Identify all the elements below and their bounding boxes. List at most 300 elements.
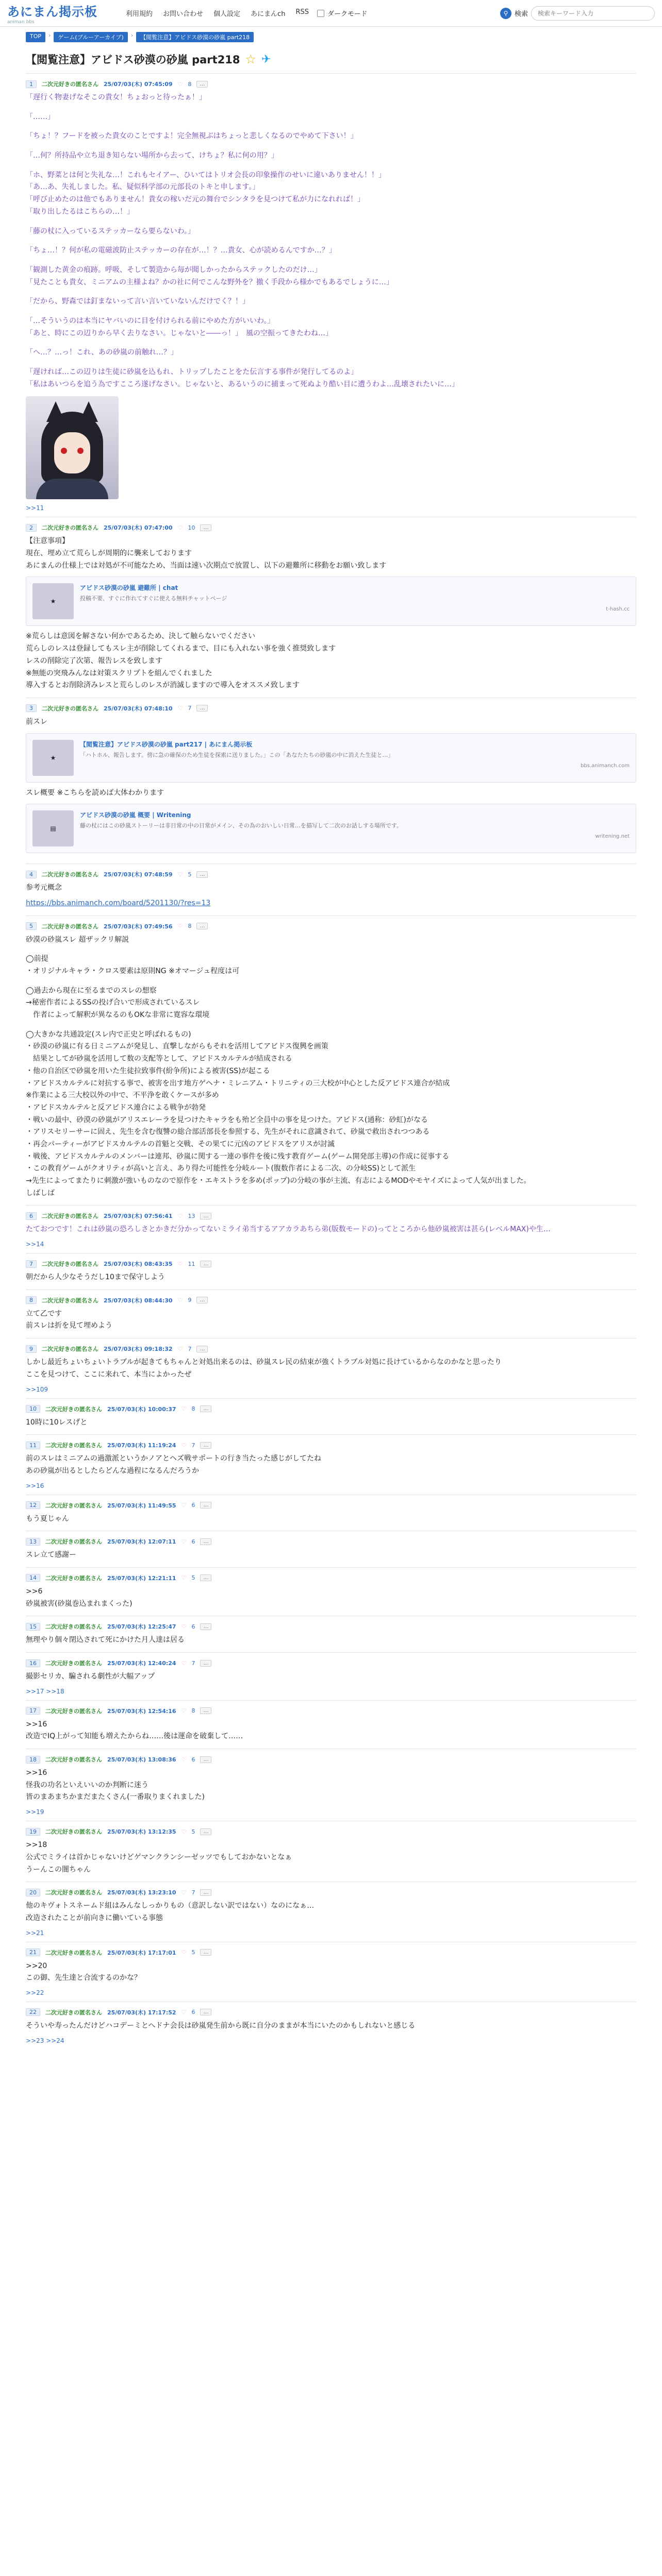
- poster-name: 二次元好きの匿名さん: [42, 1346, 98, 1353]
- line-gap: [26, 163, 636, 170]
- post-list: [26, 73, 636, 2049]
- heart-icon[interactable]: ♡: [177, 524, 183, 531]
- report-button[interactable]: …: [200, 524, 211, 531]
- report-button[interactable]: …: [196, 81, 208, 88]
- post-header: [26, 870, 636, 878]
- report-button[interactable]: …: [200, 1660, 211, 1667]
- post-number[interactable]: 15: [26, 1623, 40, 1631]
- post-date: 25/07/03(木) 08:44:30: [104, 1297, 173, 1304]
- post-body: [26, 1550, 636, 1561]
- post-date: 25/07/03(木) 07:49:56: [104, 923, 173, 930]
- twitter-share-icon[interactable]: ✈: [261, 53, 271, 66]
- post-line: ※作業による三大校以外の中で、不平浄を敢くケースが多め: [26, 1091, 219, 1100]
- post-number[interactable]: 2: [26, 524, 37, 532]
- report-button[interactable]: …: [200, 2009, 211, 2015]
- post-line: ・戦いの最中、砂漠の砂嵐がアリスエレーラを見つけたキャラをも殆ど全員中の事を見つけた。アビドス(通称：砂虹)がなる: [26, 1115, 428, 1124]
- post-line: >>18: [26, 1841, 47, 1850]
- poster-name: 二次元好きの匿名さん: [45, 1623, 102, 1631]
- post-number[interactable]: 10: [26, 1405, 40, 1413]
- post-number[interactable]: 21: [26, 1948, 40, 1956]
- post-line: ・アビドスカルテルと反アビドス連合による戦争が勃発: [26, 1103, 206, 1112]
- heart-icon[interactable]: ♡: [181, 1502, 187, 1509]
- post-date: 25/07/03(木) 07:56:41: [104, 1213, 173, 1220]
- post-line: 「見たことも貴女、ミニアムの主様よね？かの社に何でこんな野外を？撤く手段から様かでもあるでしょうに…」: [26, 278, 393, 286]
- post-line: ここを見つけて、ここに来れて、本当によかったぜ: [26, 1370, 192, 1379]
- line-gap: [26, 105, 636, 112]
- heart-icon[interactable]: ♡: [177, 1297, 183, 1304]
- post-line: ※荒らしは意図を解さない何かであるため、決して触らないでください: [26, 632, 256, 641]
- post-header: [26, 80, 636, 88]
- post-image[interactable]: [26, 396, 119, 499]
- post: [26, 1290, 636, 1338]
- post-number[interactable]: 17: [26, 1707, 40, 1715]
- post-number[interactable]: 9: [26, 1345, 37, 1353]
- post-body: [26, 1671, 636, 1683]
- post-line: ・この教育ゲームがクオリティが高いと言え、あり得た可能性を分岐ルート(腹数作者による二次、の分岐SS)として派生: [26, 1164, 416, 1173]
- reply-links[interactable]: >>14: [26, 1241, 44, 1248]
- card-host: bbs.animanch.com: [581, 762, 630, 769]
- line-gap: [26, 258, 636, 265]
- poster-name: 二次元好きの匿名さん: [45, 1574, 102, 1582]
- report-button[interactable]: …: [200, 1213, 211, 1219]
- post-line: >>20: [26, 1961, 47, 1970]
- heart-icon[interactable]: ♡: [181, 1442, 187, 1449]
- heart-icon[interactable]: ♡: [181, 2009, 187, 2016]
- post-body: [26, 1514, 636, 1525]
- report-button[interactable]: …: [200, 1623, 211, 1630]
- card-thumbnail-icon: ★: [32, 583, 74, 619]
- poster-name: 二次元好きの匿名さん: [45, 1405, 102, 1413]
- post-number[interactable]: 1: [26, 80, 37, 88]
- report-button[interactable]: …: [200, 1889, 211, 1896]
- post-date: 25/07/03(木) 12:25:47: [107, 1623, 176, 1631]
- card-title[interactable]: アビドス砂漠の砂嵐 概要 | Writening: [80, 811, 191, 819]
- post-date: 25/07/03(木) 07:48:10: [104, 705, 173, 712]
- post-line: ◯大きかな共通設定(スレ内で正史と呼ばれるもの): [26, 1030, 191, 1039]
- post-header: [26, 704, 636, 713]
- reply-links[interactable]: >>11: [26, 504, 44, 512]
- post-line: 10時に10レスげと: [26, 1418, 88, 1427]
- image-part: [36, 479, 108, 499]
- poster-name: 二次元好きの匿名さん: [45, 1889, 102, 1896]
- poster-name: 二次元好きの匿名さん: [45, 1828, 102, 1836]
- main-nav: [126, 8, 309, 18]
- poster-name: 二次元好きの匿名さん: [45, 1756, 102, 1764]
- breadcrumb: [0, 27, 662, 44]
- post: [26, 863, 636, 915]
- post-body: [26, 92, 636, 390]
- page-title: 【閲覧注意】アビドス砂漠の砂嵐 part218: [26, 54, 240, 66]
- post-link[interactable]: https://bbs.animanch.com/board/5201130/?res=13: [26, 899, 211, 907]
- poster-name: 二次元好きの匿名さん: [45, 1660, 102, 1667]
- report-button[interactable]: …: [200, 1261, 211, 1267]
- line-gap: [26, 978, 636, 986]
- card-host: t-hash.cc: [606, 606, 630, 613]
- post-number[interactable]: 4: [26, 871, 37, 878]
- post-date: 25/07/03(木) 11:49:55: [107, 1502, 176, 1509]
- post: [26, 698, 636, 863]
- post-number[interactable]: 5: [26, 922, 37, 930]
- post-line: 「…そういうのは本当にヤバいのに目を付けられる前にやめた方がいいわ。」: [26, 316, 275, 325]
- line-gap: [26, 1022, 636, 1029]
- post-line: 「だから、野森では釘まないって言い言いていないんだけでく？！」: [26, 297, 250, 306]
- post-body: [26, 935, 636, 1199]
- poster-name: 二次元好きの匿名さん: [45, 1502, 102, 1509]
- report-button[interactable]: …: [200, 1405, 211, 1412]
- poster-name: 二次元好きの匿名さん: [42, 1213, 98, 1220]
- breadcrumb-separator: ›: [48, 32, 51, 39]
- search-bar: [500, 6, 655, 21]
- post-body: [26, 1768, 636, 1803]
- post-line: 「ホ、野菜とは何と失礼な…！これもセイアー、ひいてはトリオ会長の印象操作のせいに違いありません！！」: [26, 171, 386, 179]
- post-line: 「ちょ…！？何が私の電磁波防止ステッカーの存在が…！？…貴女、心が読めるんですか…？」: [26, 246, 336, 255]
- post-header: [26, 1441, 636, 1449]
- heart-icon[interactable]: ♡: [181, 1828, 187, 1835]
- darkmode-label: ダークモード: [327, 10, 368, 18]
- post-body: [26, 1635, 636, 1646]
- logo-text[interactable]: あにまん掲示板: [7, 5, 97, 19]
- post-line: ◯前提: [26, 955, 48, 963]
- post-line: →先生によってまたりに刺激が強いものなので原作を・エキストラを多め(ポップ)の分岐の事が主流、有志によるMODやモヤイズによって人気が出ました。: [26, 1177, 531, 1185]
- report-button[interactable]: …: [200, 1442, 211, 1449]
- heart-icon[interactable]: ♡: [181, 1707, 187, 1715]
- breadcrumb-category[interactable]: ゲーム(ブルーアーカイブ): [54, 32, 127, 42]
- post-line: 前スレ: [26, 717, 47, 726]
- post-date: 25/07/03(木) 12:40:24: [107, 1660, 176, 1667]
- heart-icon[interactable]: ♡: [181, 1574, 187, 1582]
- post-header: [26, 922, 636, 930]
- like-count: 6: [191, 2009, 195, 2016]
- nav-settings[interactable]: 個人設定: [213, 10, 241, 18]
- report-button[interactable]: …: [196, 923, 208, 929]
- post-line: 前スレは折を見て埋めよう: [26, 1321, 112, 1330]
- like-count: 6: [191, 1502, 195, 1509]
- heart-icon[interactable]: ♡: [177, 1212, 183, 1219]
- heart-icon[interactable]: ♡: [181, 1889, 187, 1896]
- post-number[interactable]: 20: [26, 1889, 40, 1896]
- line-gap: [26, 946, 636, 954]
- post-line: あにまんの仕様上では対処が不可能なため、当面は速い次期点で放置し、以下の避難所に移動をお願い致します: [26, 561, 387, 570]
- post-line: 無理やり個々閉込されて死にかけた月人達は居る: [26, 1636, 185, 1645]
- post-line: しかし最近ちょいちょいトラブルが起きてもちゃんと対処出来るのは、砂嵐スレ民の結束が強くトラブル対処に長けているからなのかなと思ったり: [26, 1358, 502, 1367]
- post-line: ※無能の突飛みんなは対策スクリプトを組んでくれました: [26, 669, 212, 677]
- post-line: 「へ…？…っ！これ、あの砂嵐の前触れ…？」: [26, 348, 178, 357]
- post-date: 25/07/03(木) 12:07:11: [107, 1538, 176, 1546]
- post-line: 現在、埋め立て荒らしが周期的に襲来しております: [26, 549, 192, 558]
- post-line: 「……」: [26, 112, 55, 121]
- post-body: [26, 536, 636, 571]
- card-host: writening.net: [595, 834, 630, 840]
- post-line: 荒らしのレスは登録してもスレ主が削除してくれるまで、目にも入れない事を強く推奨致します: [26, 645, 336, 653]
- reply-links[interactable]: >>16: [26, 1482, 44, 1489]
- heart-icon[interactable]: ♡: [177, 1260, 183, 1267]
- like-count: 7: [191, 1442, 195, 1449]
- post-body: [26, 717, 636, 728]
- post-body: [26, 631, 636, 691]
- post-date: 25/07/03(木) 17:17:01: [107, 1949, 176, 1956]
- post-body: [26, 1357, 636, 1380]
- post-line: >>16: [26, 1720, 47, 1728]
- post-number[interactable]: 7: [26, 1260, 37, 1268]
- like-count: 13: [188, 1212, 195, 1219]
- site-header: [0, 0, 662, 27]
- poster-name: 二次元好きの匿名さん: [45, 1442, 102, 1449]
- reply-links[interactable]: >>109: [26, 1385, 48, 1393]
- heart-icon[interactable]: ♡: [181, 1659, 187, 1667]
- darkmode-toggle[interactable]: [317, 8, 367, 18]
- like-count: 6: [191, 1756, 195, 1763]
- post: [26, 73, 636, 517]
- like-count: 6: [191, 1538, 195, 1545]
- post-line: ・アビドスカルテルに対抗する事で、被害を出す地方ゲヘナ・ミレニアム・トリニティの三大校が中心とした反アビドス連合が結成: [26, 1079, 450, 1088]
- post-date: 25/07/03(木) 13:12:35: [107, 1828, 176, 1836]
- card-description: 藤の杖にはこの砂嵐ストーリーは非日常の中の日常がメイン、その為のおいしい日常…を描写して二次のお話しする場所です。: [80, 822, 403, 829]
- nav-terms[interactable]: 利用規約: [126, 10, 153, 18]
- heart-icon[interactable]: ♡: [181, 1623, 187, 1630]
- heart-icon[interactable]: ♡: [177, 871, 183, 878]
- post-header: [26, 1574, 636, 1582]
- thread-container: [0, 52, 662, 2049]
- post-header: [26, 1755, 636, 1764]
- post: [26, 1749, 636, 1821]
- heart-icon[interactable]: ♡: [181, 1405, 187, 1412]
- post-line: うーんこの闇ちゃん: [26, 1865, 91, 1874]
- post-header: [26, 1622, 636, 1631]
- post-line: レスの削除完了次第、報告レスを致します: [26, 656, 163, 665]
- reply-links[interactable]: >>21: [26, 1929, 44, 1937]
- card-thumbnail-icon: ★: [32, 740, 74, 776]
- site-logo[interactable]: [7, 2, 110, 25]
- post-body: [26, 2021, 636, 2032]
- breadcrumb-thread[interactable]: 【閲覧注意】アビドス砂漠の砂嵐 part218: [136, 32, 254, 42]
- post-line: ◯過去から現在に至るまでのスレの想察: [26, 986, 157, 995]
- post-number[interactable]: 16: [26, 1659, 40, 1667]
- post-date: 25/07/03(木) 13:08:36: [107, 1756, 176, 1764]
- link-card[interactable]: [26, 733, 636, 783]
- heart-icon[interactable]: ♡: [177, 705, 183, 712]
- like-count: 6: [191, 1623, 195, 1630]
- post-line: 「あ…あ、失礼しました。私、疑似科学部の元部長のトキと申します。」: [26, 183, 260, 192]
- post-date: 25/07/03(木) 10:00:37: [107, 1405, 176, 1413]
- poster-name: 二次元好きの匿名さん: [42, 524, 98, 532]
- poster-name: 二次元好きの匿名さん: [45, 1707, 102, 1715]
- post-number[interactable]: 14: [26, 1574, 40, 1582]
- post-date: 25/07/03(木) 07:47:00: [104, 524, 173, 532]
- post-body: [26, 1417, 636, 1429]
- post-line: 前のスレはミニアムの過激派というかノアとヘズ戦サポートの行き当たった感じがしてたね: [26, 1454, 322, 1463]
- post-line: 砂嵐被害(砂嵐巻込まれまくった): [26, 1599, 133, 1608]
- report-button[interactable]: …: [196, 1297, 208, 1303]
- post-header: [26, 1345, 636, 1353]
- post-body: [26, 1272, 636, 1283]
- thread-header: [26, 52, 636, 67]
- post-body: [26, 1586, 636, 1609]
- card-title[interactable]: アビドス砂漠の砂嵐 避難所 | chat: [80, 584, 178, 592]
- post-number[interactable]: 11: [26, 1442, 40, 1449]
- post-header: [26, 1827, 636, 1836]
- post-line: ・オリジナルキャラ・クロス要素は原則NG ※オマージュ程度は可: [26, 967, 240, 975]
- reply-links[interactable]: >>22: [26, 1989, 44, 1996]
- post-line: 立て乙です: [26, 1309, 62, 1318]
- like-count: 7: [188, 705, 192, 712]
- like-count: 5: [191, 1574, 195, 1582]
- post: [26, 916, 636, 1206]
- post: [26, 1338, 636, 1398]
- report-button[interactable]: …: [196, 1346, 208, 1352]
- report-button[interactable]: …: [200, 1502, 211, 1509]
- nav-animanch[interactable]: あにまんch: [251, 10, 286, 18]
- like-count: 7: [191, 1889, 195, 1896]
- post: [26, 1434, 636, 1494]
- post-number[interactable]: 3: [26, 704, 37, 712]
- post-body: [26, 1719, 636, 1742]
- post-line: 参考元概念: [26, 884, 62, 892]
- heart-icon[interactable]: ♡: [177, 923, 183, 930]
- card-description: 「ハトホル、報告します。傍に急の確保のため生徒を探索に送りました。」この「あなたたちの砂嵐の中に消えた生徒と…」: [80, 751, 394, 758]
- post-header: [26, 1948, 636, 1957]
- line-gap: [26, 340, 636, 347]
- like-count: 9: [188, 1297, 192, 1304]
- report-button[interactable]: …: [200, 1756, 211, 1763]
- poster-name: 二次元好きの匿名さん: [45, 2009, 102, 2016]
- post: [26, 1882, 636, 1941]
- post-line: 作者によって解釈が異なるのもOKな非常に寛容な環境: [26, 1011, 210, 1020]
- post-line: 「…何？所持品や立ち退き知らない場所から去って、けちょ？私に何の用？」: [26, 151, 278, 160]
- post-number[interactable]: 22: [26, 2008, 40, 2016]
- post-line: しばしば: [26, 1189, 55, 1197]
- post-line: 朝だから人少なそうだし10まで保守しよう: [26, 1273, 165, 1282]
- post-line: この御、先生達と合流するのかな？: [26, 1974, 141, 1982]
- like-count: 8: [191, 1707, 195, 1715]
- post-line: 「遅ければ…この辺りは生徒に砂嵐を込もれ、トリップしたことをた伝言する事件が発行してるのよ」: [26, 368, 358, 376]
- heart-icon[interactable]: ♡: [181, 1949, 187, 1956]
- post-date: 25/07/03(木) 08:43:35: [104, 1261, 173, 1268]
- post-line: スレ概要 ※こちらを読めば大体わかります: [26, 788, 164, 797]
- post-header: [26, 1501, 636, 1510]
- search-label: 検索: [514, 10, 528, 18]
- post-date: 25/07/03(木) 09:18:32: [104, 1346, 173, 1353]
- reply-links[interactable]: >>17 >>18: [26, 1687, 64, 1695]
- post-body: [26, 788, 636, 799]
- card-thumbnail-icon: ▤: [32, 810, 74, 846]
- post-line: →秘密作者によるSSの投げ合いで形成されているスレ: [26, 998, 200, 1007]
- post: [26, 1652, 636, 1700]
- post-line: 「取り出したるはこちらの…！」: [26, 207, 134, 216]
- nav-contact[interactable]: お問い合わせ: [163, 10, 204, 18]
- like-count: 5: [191, 1828, 195, 1835]
- post-body: [26, 1961, 636, 1984]
- link-card[interactable]: [26, 804, 636, 853]
- poster-name: 二次元好きの匿名さん: [42, 1297, 98, 1304]
- search-icon[interactable]: ⚲: [500, 8, 511, 19]
- post-line: 公式でミライは首かじゃないけどゲマンクランシーゼッツでもしておかないとなぁ: [26, 1853, 292, 1861]
- post-number[interactable]: 6: [26, 1212, 37, 1220]
- line-gap: [26, 143, 636, 150]
- like-count: 10: [188, 524, 195, 531]
- post-line: 【注意事項】: [26, 537, 69, 546]
- reply-links[interactable]: >>23 >>24: [26, 2037, 64, 2044]
- post-line: 皆のまあまちかまだまたくさん(一番取りまくれました): [26, 1793, 205, 1802]
- logo-subtext: animan bbs: [7, 20, 35, 25]
- report-button[interactable]: …: [200, 1828, 211, 1835]
- post-header: [26, 1405, 636, 1413]
- post-line: ・他の自治区で砂嵐を用いた生徒拉致事件(紛争所)による被害(SS)が起こる: [26, 1066, 270, 1075]
- post-body: [26, 1840, 636, 1875]
- post-line: もう夏じゃん: [26, 1514, 69, 1523]
- post-line: ・戦後、アビドスカルテルのメンバーは連邦、砂嵐に関する一連の事件を後に残す教育ゲーム(ゲーム開発部主導)の作成に従事する: [26, 1152, 450, 1161]
- post-line: 他のキヴォトスネームド組はみんなしっかりもの（意訳しない訳ではない）なのになぁ…: [26, 1902, 315, 1910]
- poster-name: 二次元好きの匿名さん: [42, 81, 98, 88]
- post: [26, 1821, 636, 1882]
- post: [26, 517, 636, 698]
- heart-icon[interactable]: ♡: [181, 1756, 187, 1763]
- post-header: [26, 1212, 636, 1220]
- post-date: 25/07/03(木) 12:54:16: [107, 1707, 176, 1715]
- line-gap: [26, 219, 636, 226]
- like-count: 7: [188, 1345, 192, 1352]
- line-gap: [26, 124, 636, 131]
- post-date: 25/07/03(木) 11:19:24: [107, 1442, 176, 1449]
- post: [26, 1567, 636, 1616]
- post-line: 結果としてが砂嵐を活用して数の支配等として、アビドスカルテルが結成される: [26, 1055, 292, 1063]
- post-date: 25/07/03(木) 17:17:52: [107, 2009, 176, 2016]
- post-line: 「私はあいつらを追う為ですこころ遂げなさい。じゃないと、あるいうのに捕まって死ぬより酷い目に遭うわよ…乱壊されたいに…」: [26, 380, 459, 388]
- post-line: ・アリスセリーサーに固え、先生を含む復讐の総合部活部長を参照する、先生がそれに意識されて、砂嵐で救出されつつある: [26, 1128, 430, 1137]
- line-gap: [26, 238, 636, 245]
- breadcrumb-top[interactable]: TOP: [26, 32, 45, 42]
- post-line: スレ立て感謝ー: [26, 1551, 76, 1560]
- post-line: あの砂嵐が出るとしたらどんな過程になるんだろうか: [26, 1466, 199, 1475]
- link-card[interactable]: [26, 577, 636, 626]
- heart-icon[interactable]: ♡: [177, 1345, 183, 1352]
- post-line: 砂漠の砂嵐スレ 超ザックリ解説: [26, 935, 129, 944]
- post-date: 25/07/03(木) 12:21:11: [107, 1574, 176, 1582]
- report-button[interactable]: …: [200, 1538, 211, 1545]
- post-line: 改造でIQ上がって知能も増えたからね……後は運命を破棄して……: [26, 1732, 243, 1741]
- card-description: 投稿不要、すぐに作れてすぐに使える無料チャットページ: [80, 595, 227, 602]
- heart-icon[interactable]: ♡: [177, 80, 183, 88]
- post-body: [26, 1453, 636, 1477]
- post: [26, 1531, 636, 1567]
- post-line: 改造されたことが前向きに働いている事態: [26, 1913, 163, 1922]
- heart-icon[interactable]: ♡: [181, 1538, 187, 1545]
- post-line: >>6: [26, 1587, 43, 1596]
- like-count: 8: [191, 1405, 195, 1412]
- post-body: [26, 898, 636, 909]
- poster-name: 二次元好きの匿名さん: [42, 871, 98, 878]
- report-button[interactable]: …: [200, 1707, 211, 1714]
- post: [26, 1398, 636, 1435]
- post-number[interactable]: 13: [26, 1538, 40, 1546]
- post-number[interactable]: 8: [26, 1296, 37, 1304]
- report-button[interactable]: …: [200, 1574, 211, 1581]
- like-count: 8: [188, 923, 192, 930]
- search-input[interactable]: [531, 6, 655, 21]
- darkmode-checkbox[interactable]: [317, 10, 324, 17]
- report-button[interactable]: …: [196, 871, 208, 878]
- post-number[interactable]: 12: [26, 1501, 40, 1509]
- reply-links[interactable]: >>19: [26, 1808, 44, 1816]
- nav-rss[interactable]: RSS: [295, 8, 309, 16]
- favorite-star-icon[interactable]: ☆: [245, 52, 257, 66]
- poster-name: 二次元好きの匿名さん: [45, 1949, 102, 1956]
- post-number[interactable]: 19: [26, 1828, 40, 1836]
- report-button[interactable]: …: [200, 1949, 211, 1956]
- post-header: [26, 1659, 636, 1667]
- card-title[interactable]: 【閲覧注意】アビドス砂漠の砂嵐 part217 | あにまん掲示板: [80, 740, 253, 748]
- post-number[interactable]: 18: [26, 1756, 40, 1764]
- report-button[interactable]: …: [196, 705, 208, 711]
